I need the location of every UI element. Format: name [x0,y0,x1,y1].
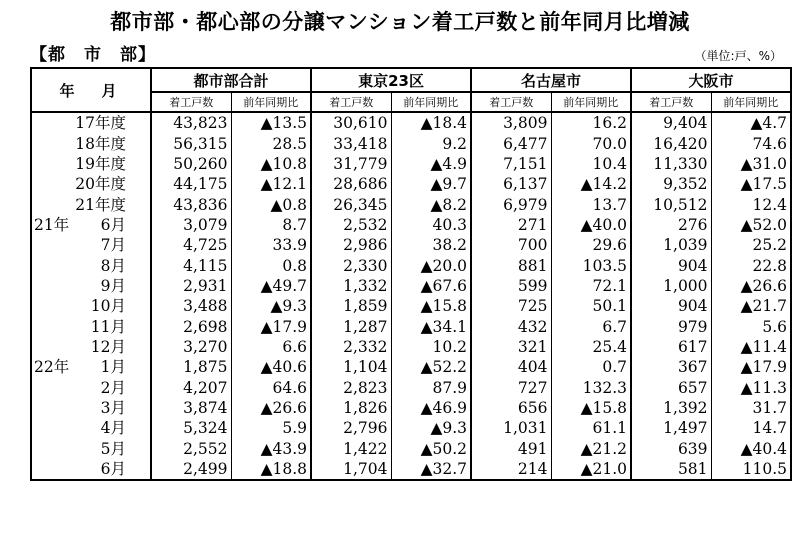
cell-yoy-pct: 31.7 [711,398,791,418]
table-row [31,357,791,377]
cell-yoy-pct: ▲46.9 [391,398,471,418]
row-period [31,337,151,357]
table-row [31,276,791,296]
cell-count: 700 [471,235,551,255]
row-year-prefix [34,134,74,154]
cell-count: 1,031 [471,418,551,438]
row-period-label: 4月 [100,419,126,438]
cell-yoy-pct: ▲17.9 [711,357,791,377]
row-period [31,112,151,133]
subheader-pct: 前年同期比 [551,92,631,112]
cell-count: 3,874 [151,398,231,418]
row-period [31,296,151,316]
cell-yoy-pct: ▲21.0 [551,459,631,480]
cell-yoy-pct: ▲8.2 [391,194,471,214]
row-year-prefix: 21年 [34,215,70,234]
cell-count: 881 [471,255,551,275]
cell-yoy-pct: ▲20.0 [391,255,471,275]
cell-yoy-pct: 5.6 [711,316,791,336]
cell-yoy-pct: ▲4.7 [711,112,791,133]
cell-count: 5,324 [151,418,231,438]
unit-label: （単位:戸、%） [694,49,782,63]
cell-yoy-pct: 87.9 [391,377,471,397]
cell-yoy-pct: ▲0.8 [231,194,311,214]
cell-count: 2,332 [311,337,391,357]
table-row [31,337,791,357]
row-year-prefix [34,418,74,438]
row-year-prefix [34,317,74,337]
group-header-nagoya: 名古屋市 [471,68,631,92]
cell-count: 6,477 [471,133,551,153]
cell-count: 50,260 [151,154,231,174]
row-period-label: 8月 [100,256,126,275]
cell-yoy-pct: ▲31.0 [711,154,791,174]
row-period [31,439,151,459]
cell-yoy-pct: ▲4.9 [391,154,471,174]
row-period [31,276,151,296]
cell-count: 9,352 [631,174,711,194]
cell-count: 31,779 [311,154,391,174]
row-year-prefix [34,459,74,479]
cell-count: 43,836 [151,194,231,214]
cell-count: 617 [631,337,711,357]
table-row [31,255,791,275]
cell-count: 6,137 [471,174,551,194]
cell-count: 16,420 [631,133,711,153]
page-title: 都市部・都心部の分譲マンション着工戸数と前年同月比増減 [110,10,690,34]
cell-count: 6,979 [471,194,551,214]
row-period-label: 6月 [100,215,126,234]
subheader-count: 着工戸数 [151,92,231,112]
row-period [31,133,151,153]
cell-yoy-pct: 13.7 [551,194,631,214]
cell-yoy-pct: ▲52.2 [391,357,471,377]
row-year-prefix: 22年 [34,358,70,377]
cell-count: 3,809 [471,112,551,133]
row-period-label: 19年度 [75,154,126,173]
cell-count: 1,000 [631,276,711,296]
row-year-prefix [34,113,74,133]
cell-yoy-pct: ▲21.7 [711,296,791,316]
cell-yoy-pct: ▲26.6 [711,276,791,296]
table-row [31,377,791,397]
cell-count: 1,704 [311,459,391,480]
subheader-count: 着工戸数 [631,92,711,112]
cell-yoy-pct: ▲15.8 [391,296,471,316]
row-year-prefix [34,439,74,459]
cell-yoy-pct: 72.1 [551,276,631,296]
row-period-label: 5月 [100,439,126,458]
cell-yoy-pct: ▲21.2 [551,439,631,459]
row-period [31,215,151,235]
row-year-prefix [34,276,74,296]
cell-count: 404 [471,357,551,377]
cell-count: 7,151 [471,154,551,174]
group-header-urban-total: 都市部合計 [151,68,311,92]
table-row [31,398,791,418]
cell-count: 1,497 [631,418,711,438]
cell-count: 904 [631,255,711,275]
cell-count: 3,079 [151,215,231,235]
cell-yoy-pct: ▲67.6 [391,276,471,296]
table-row [31,174,791,194]
cell-yoy-pct: 74.6 [711,133,791,153]
cell-count: 2,823 [311,377,391,397]
month-column-header: 年 月 [31,68,151,112]
cell-count: 11,330 [631,154,711,174]
cell-yoy-pct: ▲52.0 [711,215,791,235]
cell-yoy-pct: 14.7 [711,418,791,438]
cell-yoy-pct: ▲17.9 [231,316,311,336]
cell-count: 491 [471,439,551,459]
cell-count: 4,115 [151,255,231,275]
subheader-count: 着工戸数 [471,92,551,112]
cell-count: 26,345 [311,194,391,214]
cell-yoy-pct: 10.4 [551,154,631,174]
table-row [31,439,791,459]
cell-count: 1,104 [311,357,391,377]
row-period-label: 17年度 [75,114,126,133]
cell-yoy-pct: 8.7 [231,215,311,235]
cell-count: 4,725 [151,235,231,255]
cell-count: 2,986 [311,235,391,255]
cell-count: 2,499 [151,459,231,480]
row-year-prefix [34,195,74,215]
cell-yoy-pct: ▲18.4 [391,112,471,133]
cell-yoy-pct: ▲49.7 [231,276,311,296]
cell-count: 727 [471,377,551,397]
cell-yoy-pct: ▲9.7 [391,174,471,194]
cell-yoy-pct: 12.4 [711,194,791,214]
cell-count: 904 [631,296,711,316]
cell-count: 979 [631,316,711,336]
table-row [31,418,791,438]
cell-count: 28,686 [311,174,391,194]
row-year-prefix [34,256,74,276]
cell-count: 10,512 [631,194,711,214]
cell-yoy-pct: 29.6 [551,235,631,255]
cell-yoy-pct: ▲40.0 [551,215,631,235]
cell-count: 657 [631,377,711,397]
row-period-label: 2月 [100,378,126,397]
cell-yoy-pct: 10.2 [391,337,471,357]
cell-count: 2,552 [151,439,231,459]
cell-count: 43,823 [151,112,231,133]
cell-yoy-pct: ▲11.3 [711,377,791,397]
cell-count: 367 [631,357,711,377]
cell-yoy-pct: ▲34.1 [391,316,471,336]
table-row [31,194,791,214]
row-year-prefix [34,296,74,316]
cell-yoy-pct: 6.7 [551,316,631,336]
row-period [31,459,151,480]
cell-count: 581 [631,459,711,480]
cell-yoy-pct: ▲9.3 [391,418,471,438]
cell-yoy-pct: ▲13.5 [231,112,311,133]
cell-yoy-pct: 61.1 [551,418,631,438]
cell-yoy-pct: 25.4 [551,337,631,357]
row-period-label: 1月 [100,358,126,377]
cell-yoy-pct: 40.3 [391,215,471,235]
row-period [31,154,151,174]
table-body [31,112,791,480]
cell-yoy-pct: ▲50.2 [391,439,471,459]
cell-yoy-pct: ▲40.4 [711,439,791,459]
row-period [31,174,151,194]
cell-count: 2,931 [151,276,231,296]
row-period [31,235,151,255]
cell-yoy-pct: ▲12.1 [231,174,311,194]
cell-count: 9,404 [631,112,711,133]
cell-yoy-pct: 28.5 [231,133,311,153]
cell-count: 2,698 [151,316,231,336]
housing-starts-table [30,67,792,481]
table-row [31,316,791,336]
cell-count: 639 [631,439,711,459]
cell-count: 1,422 [311,439,391,459]
cell-count: 2,330 [311,255,391,275]
cell-count: 1,039 [631,235,711,255]
cell-yoy-pct: ▲9.3 [231,296,311,316]
cell-count: 214 [471,459,551,480]
row-period [31,377,151,397]
cell-count: 432 [471,316,551,336]
cell-count: 1,287 [311,316,391,336]
cell-count: 2,532 [311,215,391,235]
subheader-pct: 前年同期比 [711,92,791,112]
cell-count: 1,875 [151,357,231,377]
cell-yoy-pct: ▲11.4 [711,337,791,357]
cell-yoy-pct: 50.1 [551,296,631,316]
cell-yoy-pct: 38.2 [391,235,471,255]
cell-count: 1,826 [311,398,391,418]
cell-count: 276 [631,215,711,235]
table-row [31,459,791,480]
group-header-tokyo-23: 東京23区 [311,68,471,92]
row-period-label: 6月 [100,460,126,479]
row-year-prefix [34,235,74,255]
cell-count: 321 [471,337,551,357]
cell-yoy-pct: 132.3 [551,377,631,397]
table-row [31,235,791,255]
row-period [31,255,151,275]
table-row [31,112,791,133]
cell-count: 1,332 [311,276,391,296]
cell-yoy-pct: 16.2 [551,112,631,133]
cell-count: 656 [471,398,551,418]
cell-count: 44,175 [151,174,231,194]
cell-count: 3,488 [151,296,231,316]
cell-yoy-pct: 0.8 [231,255,311,275]
row-year-prefix [34,398,74,418]
row-period [31,357,151,377]
cell-count: 271 [471,215,551,235]
subheader-pct: 前年同期比 [231,92,311,112]
row-period-label: 11月 [90,317,126,336]
cell-yoy-pct: 25.2 [711,235,791,255]
group-header-osaka: 大阪市 [631,68,791,92]
row-period [31,194,151,214]
row-period-label: 18年度 [75,134,126,153]
cell-yoy-pct: 22.8 [711,255,791,275]
table-row [31,215,791,235]
row-year-prefix [34,337,74,357]
cell-yoy-pct: 64.6 [231,377,311,397]
row-year-prefix [34,154,74,174]
cell-yoy-pct: 33.9 [231,235,311,255]
cell-yoy-pct: 5.9 [231,418,311,438]
row-year-prefix [34,378,74,398]
row-period-label: 20年度 [75,175,126,194]
row-period [31,398,151,418]
cell-yoy-pct: ▲14.2 [551,174,631,194]
row-period [31,418,151,438]
table-row [31,154,791,174]
table-row [31,133,791,153]
cell-yoy-pct: ▲32.7 [391,459,471,480]
cell-yoy-pct: ▲15.8 [551,398,631,418]
cell-count: 4,207 [151,377,231,397]
cell-count: 3,270 [151,337,231,357]
cell-yoy-pct: 6.6 [231,337,311,357]
subheader-pct: 前年同期比 [391,92,471,112]
subheader-count: 着工戸数 [311,92,391,112]
cell-yoy-pct: 110.5 [711,459,791,480]
cell-count: 599 [471,276,551,296]
row-period-label: 21年度 [75,195,126,214]
cell-count: 30,610 [311,112,391,133]
cell-count: 725 [471,296,551,316]
cell-yoy-pct: 103.5 [551,255,631,275]
row-period-label: 9月 [100,276,126,295]
row-period [31,316,151,336]
cell-count: 1,392 [631,398,711,418]
cell-yoy-pct: ▲43.9 [231,439,311,459]
cell-yoy-pct: ▲26.6 [231,398,311,418]
section-label: 【都 市 部】 [30,45,156,65]
cell-yoy-pct: ▲18.8 [231,459,311,480]
table-row [31,296,791,316]
row-period-label: 3月 [100,398,126,417]
row-period-label: 7月 [100,236,126,255]
cell-yoy-pct: 0.7 [551,357,631,377]
row-period-label: 10月 [90,297,126,316]
cell-yoy-pct: 9.2 [391,133,471,153]
cell-yoy-pct: ▲10.8 [231,154,311,174]
cell-count: 1,859 [311,296,391,316]
cell-yoy-pct: ▲40.6 [231,357,311,377]
cell-count: 33,418 [311,133,391,153]
row-period-label: 12月 [90,337,126,356]
cell-yoy-pct: ▲17.5 [711,174,791,194]
cell-yoy-pct: 70.0 [551,133,631,153]
cell-count: 2,796 [311,418,391,438]
row-year-prefix [34,174,74,194]
cell-count: 56,315 [151,133,231,153]
